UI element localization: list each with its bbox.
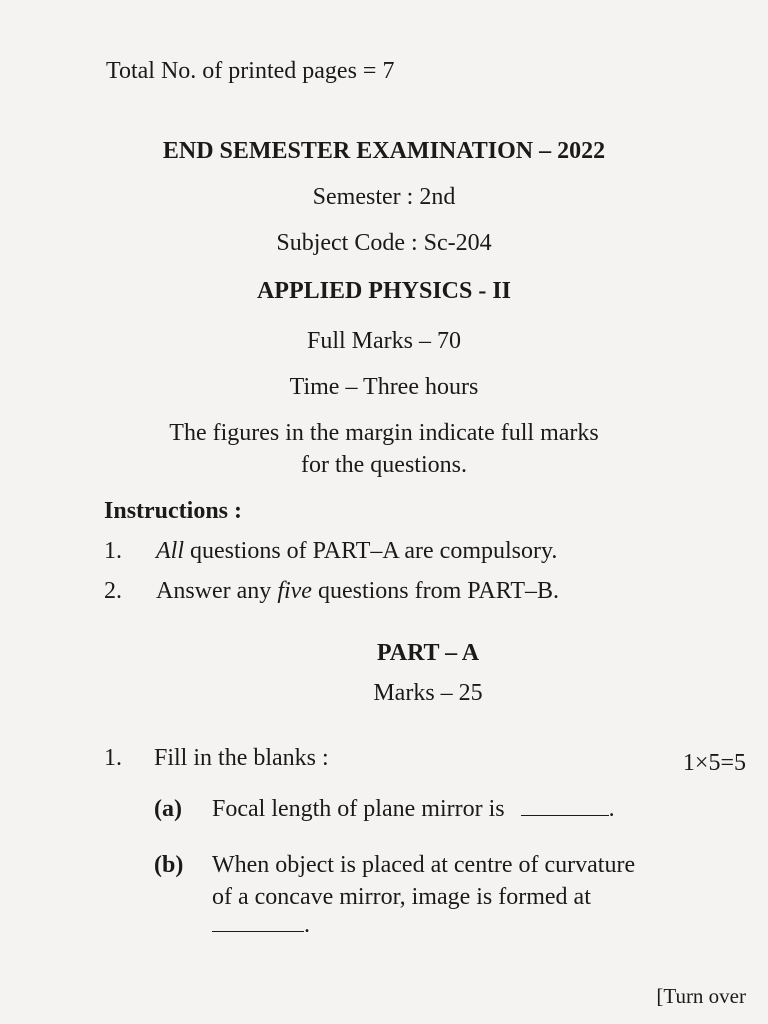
answer-blank [521, 815, 609, 816]
part-a-heading: PART – A [376, 640, 480, 666]
sub-question-end: . [608, 796, 615, 822]
subject-code: Subject Code : Sc-204 [276, 230, 492, 256]
instructions-heading: Instructions : [104, 498, 243, 524]
question-1b-line-3 [212, 912, 310, 939]
question-1-number: 1. [104, 745, 122, 771]
exam-title: END SEMESTER EXAMINATION – 2022 [162, 138, 606, 164]
instruction-item-1 [104, 538, 557, 565]
question-1b-line-1 [154, 852, 635, 879]
time-allowed: Time – Three hours [289, 374, 479, 400]
printed-pages-note: Total No. of printed pages = 7 [106, 58, 395, 84]
margin-note-line-1: The figures in the margin indicate full marks [169, 420, 599, 446]
instruction-text-pre: Answer any [156, 578, 278, 604]
sub-question-end: . [304, 912, 310, 938]
instruction-item-2 [104, 578, 559, 605]
turn-over-note: [Turn over [656, 984, 746, 1008]
question-1a [154, 796, 615, 823]
instruction-text: questions from PART–B. [311, 578, 559, 604]
question-1-text: Fill in the blanks : [154, 745, 329, 771]
question-1-marks: 1×5=5 [682, 750, 746, 776]
sub-question-text: Focal length of plane mirror is [212, 796, 505, 822]
instruction-emphasis: five [277, 578, 312, 604]
instruction-number: 2. [104, 578, 122, 604]
subject-title: APPLIED PHYSICS - II [256, 278, 512, 304]
instruction-emphasis: All [156, 538, 184, 564]
sub-question-label: (a) [154, 796, 182, 822]
sub-question-label: (b) [154, 852, 184, 878]
margin-note-line-2: for the questions. [301, 452, 467, 478]
instruction-text: questions of PART–A are compulsory. [184, 538, 558, 564]
sub-question-text: When object is placed at centre of curvature [212, 852, 636, 878]
semester: Semester : 2nd [312, 184, 456, 210]
instruction-number: 1. [104, 538, 122, 564]
answer-blank [212, 931, 304, 932]
question-1b-line-2: of a concave mirror, image is formed at [212, 884, 591, 910]
full-marks: Full Marks – 70 [306, 328, 461, 354]
part-a-marks: Marks – 25 [373, 680, 483, 706]
